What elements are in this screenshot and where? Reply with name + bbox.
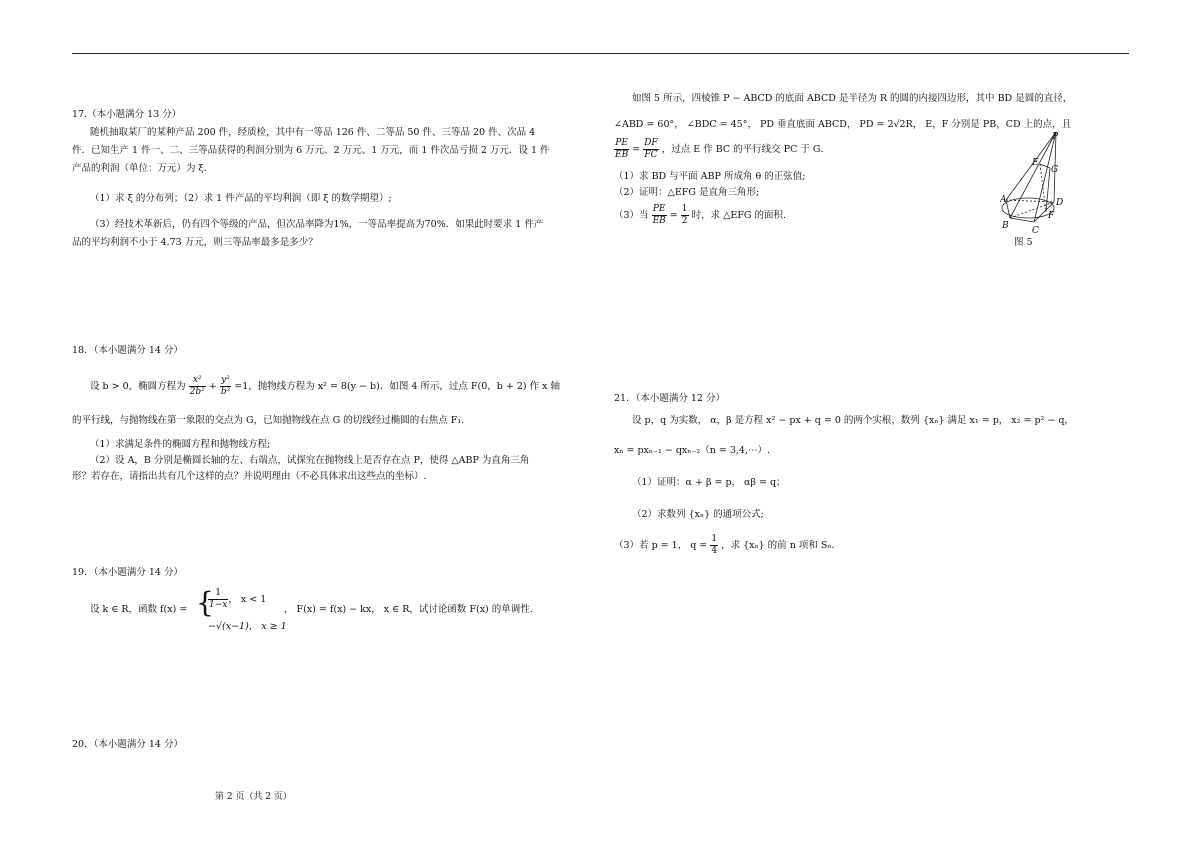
- label-f: F: [1048, 211, 1055, 221]
- q21-part-1: （1）证明：α + β = p， αβ = q；: [632, 477, 786, 488]
- q18-line-1a: 设 b > 0，椭圆方程为: [90, 381, 186, 392]
- q20-part-3-half: [681, 204, 689, 227]
- label-a: A: [1000, 195, 1007, 205]
- q19-brace: {: [196, 586, 214, 619]
- q18-heading: 18．（本小题满分 14 分）: [72, 345, 183, 356]
- q18-line-2: 的平行线，与抛物线在第一象限的交点为 G，已知抛物线在点 G 的切线经过椭圆的右焦点 F₁．: [72, 415, 471, 426]
- top-rule: [72, 53, 1129, 54]
- q17-part-3b: 品的平均利润不小于 4.73 万元，则三等品率最多是多少？: [72, 237, 318, 248]
- q20-line-2: ∠ABD = 60°， ∠BDC = 45°， PD 垂直底面 ABCD， PD = 2√2R， E，F 分别是 PB，CD 上的点，且: [614, 119, 1072, 130]
- label-p: P: [1052, 132, 1059, 142]
- q20-line-3: [614, 136, 830, 164]
- q20-part-3-den: EB: [652, 216, 666, 226]
- q20-fraction-df-fc: [643, 138, 658, 161]
- q21-line-2: xₙ = pxₙ₋₁ − qxₙ₋₂（n = 3,4,⋯）.: [614, 445, 770, 456]
- q20-eq: =: [632, 144, 641, 155]
- q17-line-2: 件．已知生产 1 件一、二、三等品获得的利润分别为 6 万元、2 万元、1 万元，而 1 件次品亏损 2 万元．设 1 件: [72, 145, 550, 156]
- q21-part-3a: （3）若 p = 1， q =: [614, 540, 708, 551]
- q18-fraction-y-num: y²: [221, 375, 230, 385]
- q19-heading: 19．（本小题满分 14 分）: [72, 567, 183, 578]
- q19-pre: 设 k ∈ R，函数 f(x) =: [90, 604, 188, 615]
- label-b: B: [1002, 221, 1009, 231]
- q19-case-1-num: 1: [208, 588, 228, 600]
- q20-heading: 20．（本小题满分 14 分）: [72, 739, 183, 750]
- q18-part-2b: 形？若存在，请指出共有几个这样的点？并说明理由（不必具体求出这些点的坐标）.: [72, 471, 427, 482]
- q20-part-3: [614, 202, 786, 230]
- q21-part-2: （2）求数列 {xₙ} 的通项公式;: [632, 509, 764, 520]
- q20-line-1: 如图 5 所示，四棱锥 P − ABCD 的底面 ABCD 是半径为 R 的圆的内接四边形，其中 BD 是圆的直径，: [632, 93, 1073, 104]
- label-g: G: [1051, 165, 1059, 175]
- q19-case-1-cond: ， x < 1: [228, 594, 267, 605]
- q18-plus: +: [208, 381, 217, 392]
- q19-case-1-fraction: [208, 588, 228, 611]
- q17-line-1: 随机抽取某厂的某种产品 200 件，经质检，其中有一等品 126 件、二等品 50 件、三等品 20 件、次品 4: [90, 127, 536, 138]
- q20-part-1: （1）求 BD 与平面 ABP 所成角 θ 的正弦值;: [614, 171, 806, 182]
- q20-fraction-eb: EB: [615, 150, 629, 160]
- q21-part-3-den: 4: [711, 546, 718, 556]
- q17-part-3a: （3）经技术革新后，仍有四个等级的产品，但次品率降为1%，一等品率提高为70%．如果此时要求 1 件产: [90, 219, 544, 230]
- q20-part-3-eq: =: [669, 210, 678, 221]
- q20-part-3b: 时，求 △EFG 的面积.: [691, 210, 787, 221]
- q19-post: ， F(x) = f(x) − kx， x ∈ R，试讨论函数 F(x) 的单调性.: [284, 604, 533, 615]
- q19-case-1: [208, 588, 266, 611]
- q20-fraction-df: DF: [644, 138, 658, 148]
- q20-fraction-fc: FC: [644, 150, 658, 160]
- q20-fraction-pe: PE: [615, 138, 628, 148]
- pyramid-diagram: [1000, 130, 1080, 250]
- q21-part-3b: ，求 {xₙ} 的前 n 项和 Sₙ．: [721, 540, 841, 551]
- page-footer: 第 2 页（共 2 页）: [215, 792, 292, 802]
- label-e: E: [1032, 158, 1039, 168]
- q18-line-1b: =1，抛物线方程为 x² = 8(y − b)．如图 4 所示，过点 F(0，b + 2) 作 x 轴: [234, 381, 561, 392]
- q21-line-1: 设 p，q 为实数， α，β 是方程 x² − px + q = 0 的两个实根，数列 {xₙ} 满足 x₁ = p， x₂ = p² − q，: [632, 415, 1074, 426]
- figure-caption: 图 5: [1014, 237, 1033, 248]
- q20-part-3-fraction: [652, 204, 667, 227]
- q17-line-3: 产品的利润（单位：万元）为 ξ．: [72, 163, 214, 174]
- q20-line-3-text: ，过点 E 作 BC 的平行线交 PC 于 G．: [661, 144, 830, 155]
- q20-part-3a: （3）当: [614, 210, 649, 221]
- q18-fraction-y: [220, 375, 231, 398]
- q18-fraction-x: [189, 375, 206, 398]
- q18-part-2a: （2）设 A，B 分别是椭圆长轴的左、右端点，试探究在抛物线上是否存在点 P，使得 △ABP 为直角三角: [90, 455, 530, 466]
- q21-part-3: [614, 532, 841, 560]
- label-d: D: [1056, 198, 1064, 208]
- q20-part-2: （2）证明：△EFG 是直角三角形;: [614, 187, 760, 198]
- q19-case-2: −√(x−1)， x ≥ 1: [208, 621, 287, 632]
- q18-fraction-x-num: x²: [189, 375, 206, 387]
- q20-fraction-pe-eb: [614, 138, 629, 161]
- q17-part-1-2: （1）求 ξ 的分布列；（2）求 1 件产品的平均利润（即 ξ 的数学期望）;: [90, 193, 392, 204]
- figure-5: [1000, 130, 1080, 250]
- q20-part-3-half-den: 2: [681, 216, 688, 226]
- q21-heading: 21．（本小题满分 12 分）: [614, 393, 725, 404]
- q19-case-1-den: 1−x: [209, 600, 228, 610]
- q20-part-3-half-num: 1: [681, 204, 688, 214]
- q18-fraction-x-den: 2b²: [189, 387, 205, 397]
- q21-part-3-num: 1: [711, 534, 718, 544]
- q18-fraction-y-den: b²: [220, 387, 231, 397]
- q17-heading: 17.（本小题满分 13 分）: [72, 109, 182, 120]
- q18-line-1: [90, 374, 560, 400]
- q18-part-1: （1）求满足条件的椭圆方程和抛物线方程;: [90, 439, 271, 450]
- label-c: C: [1032, 226, 1039, 236]
- q20-part-3-num: PE: [652, 204, 666, 214]
- q21-part-3-fraction: [710, 534, 718, 557]
